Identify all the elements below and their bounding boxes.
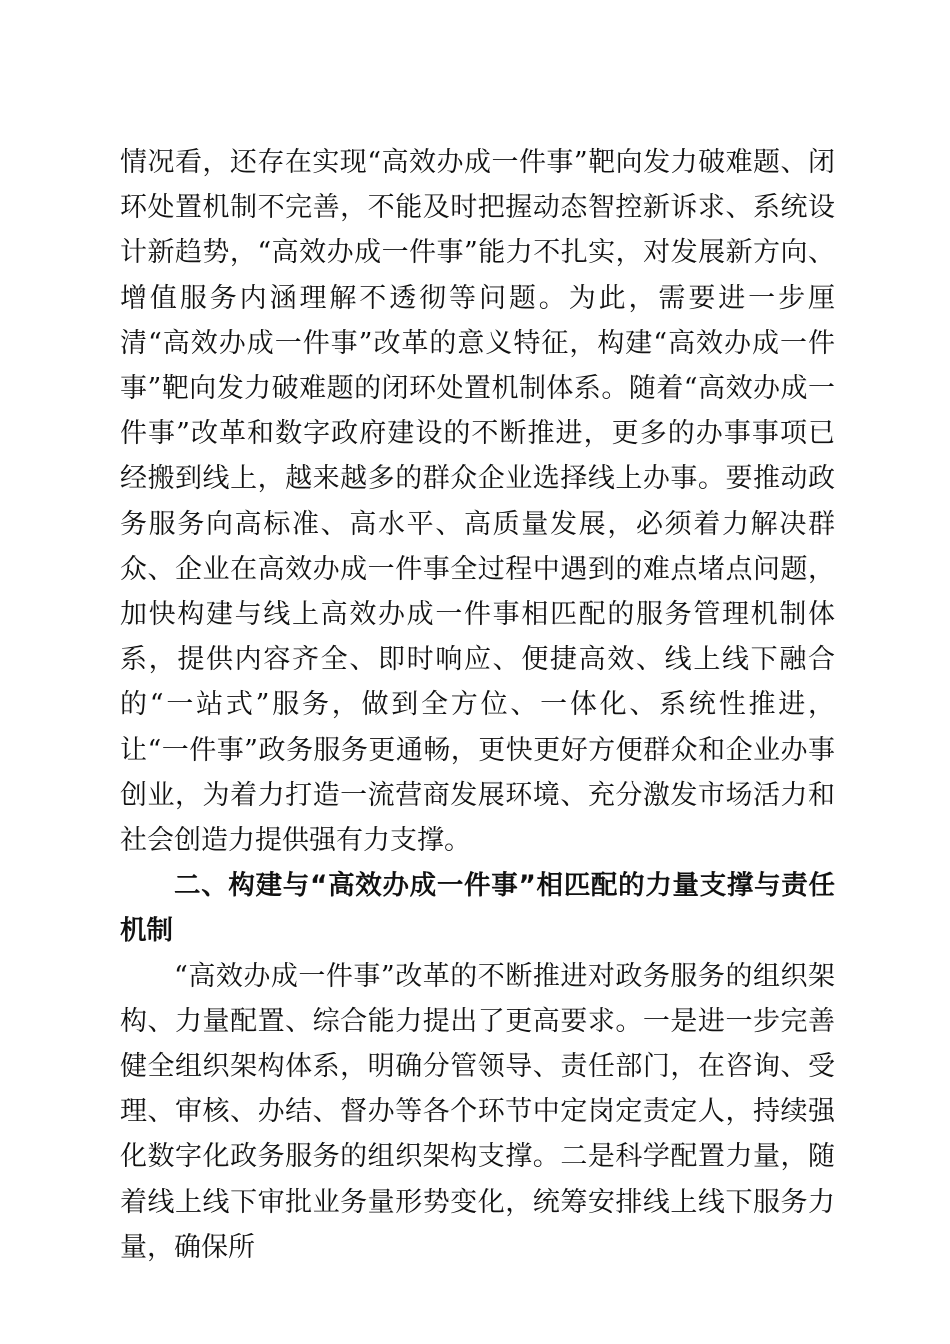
document-body — [120, 140, 835, 1270]
section-heading-2: 二、构建与“高效办成一件事”相匹配的力量支撑与责任机制 — [120, 870, 835, 947]
body-paragraph-section-2: “高效办成一件事”改革的不断推进对政务服务的组织架构、力量配置、综合能力提出了更高要求。一是进一步完善健全组织架构体系，明确分管领导、责任部门，在咨询、受理、审核、办结、督办等各个环节中定岗定责定人，持续强化数字化政务服务的组织架构支撑。二是科学配置力量，随着线上线下审批业务量形势变化，统筹安排线上线下服务力量，确保所 — [120, 960, 835, 1263]
body-paragraph-continuation: 情况看，还存在实现“高效办成一件事”靶向发力破难题、闭环处置机制不完善，不能及时把握动态智控新诉求、系统设计新趋势，“高效办成一件事”能力不扎实，对发展新方向、增值服务内涵理解不透彻等问题。为此，需要进一步厘清“高效办成一件事”改革的意义特征，构建“高效办成一件事”靶向发力破难题的闭环处置机制体系。随着“高效办成一件事”改革和数字政府建设的不断推进，更多的办事事项已经搬到线上，越来越多的群众企业选择线上办事。要推动政务服务向高标准、高水平、高质量发展，必须着力解决群众、企业在高效办成一件事全过程中遇到的难点堵点问题，加快构建与线上高效办成一件事相匹配的服务管理机制体系，提供内容齐全、即时响应、便捷高效、线上线下融合的“一站式”服务，做到全方位、一体化、系统性推进，让“一件事”政务服务更通畅，更快更好方便群众和企业办事创业，为着力打造一流营商发展环境、充分激发市场活力和社会创造力提供强有力支撑。 — [120, 147, 835, 857]
